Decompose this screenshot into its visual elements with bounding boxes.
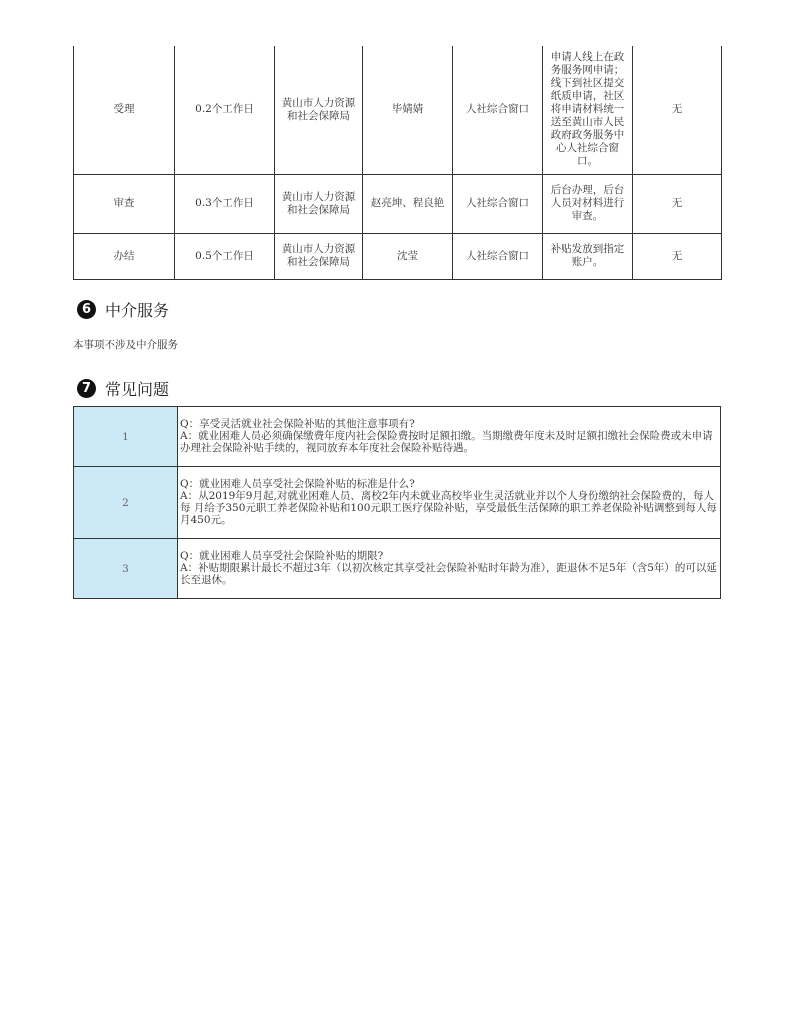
time-limit: 0.2个工作日 [175, 46, 275, 174]
responsible-person: 毕婧婧 [363, 46, 453, 174]
step-description: 申请人线上在政务服务网申请；线下到社区提交纸质申请，社区将申请材料统一送至黄山市人民政府政务服务中心人社综合窗口。 [543, 46, 633, 174]
faq-table [73, 406, 721, 599]
faq-answer: A：就业困难人员必须确保缴费年度内社会保险费按时足额扣缴。当期缴费年度未及时足额扣缴社会保险费或未申请办理社会保险补贴手续的，视同放弃本年度社会保险补贴待遇。 [180, 430, 713, 454]
department: 黄山市人力资源和社会保障局 [275, 174, 363, 233]
faq-row [74, 539, 721, 599]
faq-content [178, 539, 721, 599]
process-row [74, 233, 722, 279]
section-title: 中介服务 [105, 301, 170, 320]
step-name: 受理 [74, 46, 175, 174]
faq-answer: A：从2019年9月起,对就业困难人员、离校2年内未就业高校毕业生灵活就业并以个人身份缴纳社会保险费的，每人每 月给予350元职工养老保险补贴和100元职工医疗保险补贴，享受最低生活保障的职工养老保险补贴调整到每人每月450元。 [180, 490, 717, 526]
faq-question: Q：享受灵活就业社会保险补贴的其他注意事项有? [180, 418, 415, 430]
step-note: 无 [633, 174, 722, 233]
faq-row [74, 467, 721, 539]
faq-content [178, 467, 721, 539]
section-heading-faq [77, 377, 169, 400]
step-name: 办结 [74, 233, 175, 279]
section-title: 常见问题 [105, 380, 170, 399]
step-note: 无 [633, 46, 722, 174]
department: 黄山市人力资源和社会保障局 [275, 233, 363, 279]
step-description: 补贴发放到指定账户。 [543, 233, 633, 279]
department: 黄山市人力资源和社会保障局 [275, 46, 363, 174]
step-name: 审查 [74, 174, 175, 233]
faq-question: Q：就业困难人员享受社会保险补贴的期限? [180, 550, 384, 562]
step-note: 无 [633, 233, 722, 279]
service-window: 人社综合窗口 [453, 174, 543, 233]
faq-row [74, 407, 721, 467]
faq-question: Q：就业困难人员享受社会保险补贴的标准是什么? [180, 478, 415, 490]
faq-answer: A：补贴期限累计最长不超过3年（以初次核定其享受社会保险补贴时年龄为准），距退休不足5年（含5年）的可以延长至退休。 [180, 562, 717, 586]
faq-number: 2 [74, 467, 178, 539]
responsible-person: 赵亮坤、程良艳 [363, 174, 453, 233]
time-limit: 0.5个工作日 [175, 233, 275, 279]
faq-content [178, 407, 721, 467]
service-window: 人社综合窗口 [453, 46, 543, 174]
faq-number: 1 [74, 407, 178, 467]
section-number-badge: 6 [77, 300, 96, 319]
process-row [74, 174, 722, 233]
process-row [74, 46, 722, 174]
responsible-person: 沈莹 [363, 233, 453, 279]
faq-number: 3 [74, 539, 178, 599]
service-window: 人社综合窗口 [453, 233, 543, 279]
section-heading-intermediary [77, 298, 169, 321]
process-table [73, 46, 722, 280]
time-limit: 0.3个工作日 [175, 174, 275, 233]
step-description: 后台办理，后台人员对材料进行审查。 [543, 174, 633, 233]
section-number-badge: 7 [77, 379, 96, 398]
intermediary-text: 本事项不涉及中介服务 [73, 339, 178, 351]
